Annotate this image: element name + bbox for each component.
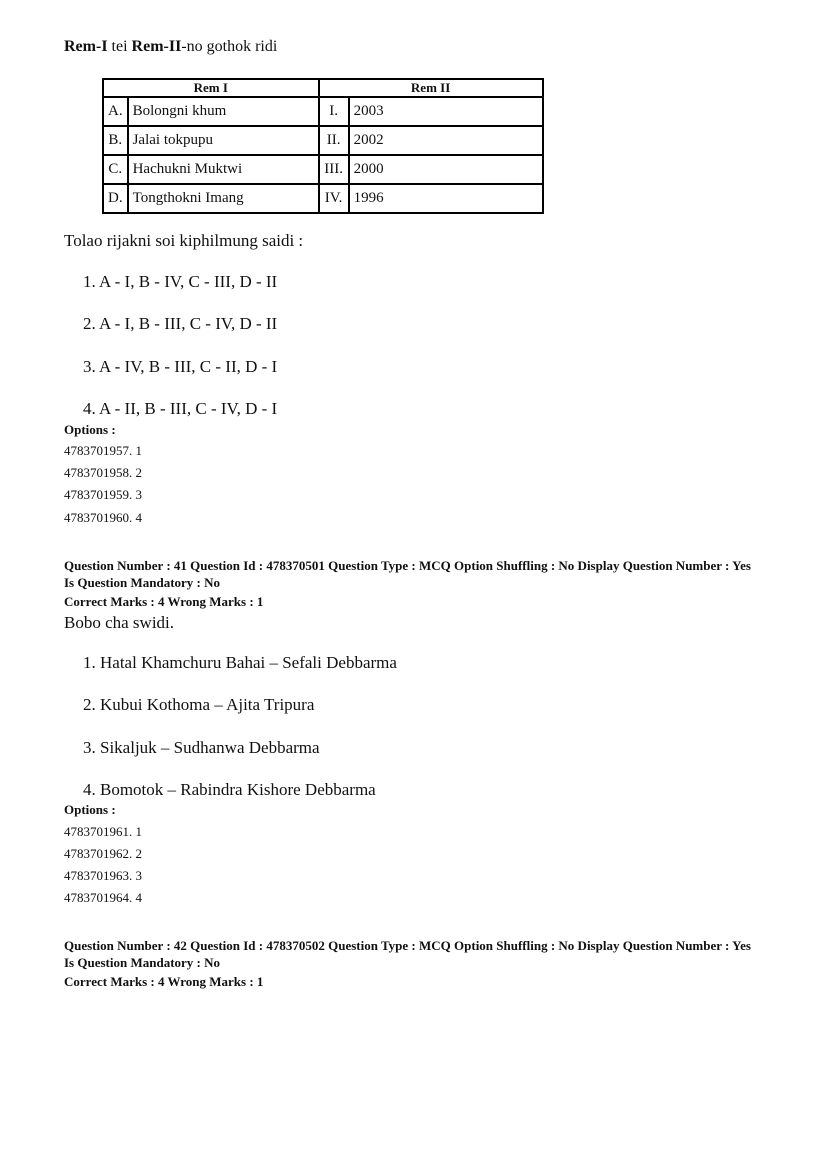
row-letter: B. <box>103 126 128 155</box>
option-id: 4783701960. 4 <box>64 510 142 525</box>
option-id: 4783701957. 1 <box>64 443 142 458</box>
row-value: 2000 <box>349 155 543 184</box>
table-row <box>103 97 543 126</box>
question-meta: Question Number : 42 Question Id : 478370502 Question Type : MCQ Option Shuffling : No Display Question Number : Yes Is Question Mandatory : No <box>64 938 751 970</box>
header-rem2: Rem II <box>319 79 543 97</box>
row-roman: II. <box>319 126 349 155</box>
choice-2: 2. Kubui Kothoma – Ajita Tripura <box>83 695 315 714</box>
table-row <box>103 184 543 213</box>
row-name: Jalai tokpupu <box>128 126 319 155</box>
question-heading <box>64 38 277 56</box>
row-letter: D. <box>103 184 128 213</box>
choice-2: 2. A - I, B - III, C - IV, D - II <box>83 314 278 333</box>
row-roman: I. <box>319 97 349 126</box>
match-table <box>102 78 544 214</box>
row-roman: IV. <box>319 184 349 213</box>
options-label: Options : <box>64 802 116 817</box>
row-name: Tongthokni Imang <box>128 184 319 213</box>
option-id: 4783701961. 1 <box>64 824 142 839</box>
heading-suffix: -no gothok ridi <box>181 38 278 55</box>
choice-1: 1. Hatal Khamchuru Bahai – Sefali Debbarma <box>83 653 397 672</box>
table-header-row <box>103 79 543 97</box>
question-text: Bobo cha swidi. <box>64 613 175 632</box>
marks-info: Correct Marks : 4 Wrong Marks : 1 <box>64 594 264 609</box>
row-letter: A. <box>103 97 128 126</box>
row-name: Bolongni khum <box>128 97 319 126</box>
option-id: 4783701962. 2 <box>64 846 142 861</box>
choice-3: 3. A - IV, B - III, C - II, D - I <box>83 357 278 376</box>
option-id: 4783701964. 4 <box>64 890 142 905</box>
table-row <box>103 155 543 184</box>
table-row <box>103 126 543 155</box>
option-id: 4783701963. 3 <box>64 868 142 883</box>
rem1-label: Rem-I <box>64 38 108 55</box>
row-letter: C. <box>103 155 128 184</box>
tei-text: tei <box>107 38 132 55</box>
row-name: Hachukni Muktwi <box>128 155 319 184</box>
options-label: Options : <box>64 422 116 437</box>
option-id: 4783701958. 2 <box>64 465 142 480</box>
option-id: 4783701959. 3 <box>64 487 142 502</box>
rem2-label: Rem-II <box>131 38 182 55</box>
row-value: 1996 <box>349 184 543 213</box>
marks-info: Correct Marks : 4 Wrong Marks : 1 <box>64 974 264 989</box>
choice-4: 4. A - II, B - III, C - IV, D - I <box>83 399 278 418</box>
choice-3: 3. Sikaljuk – Sudhanwa Debbarma <box>83 738 320 757</box>
row-roman: III. <box>319 155 349 184</box>
question-meta: Question Number : 41 Question Id : 478370501 Question Type : MCQ Option Shuffling : No Display Question Number : Yes Is Question Mandatory : No <box>64 558 751 590</box>
header-rem1: Rem I <box>103 79 319 97</box>
instruction-text: Tolao rijakni soi kiphilmung saidi : <box>64 231 304 250</box>
row-value: 2003 <box>349 97 543 126</box>
choice-1: 1. A - I, B - IV, C - III, D - II <box>83 272 278 291</box>
row-value: 2002 <box>349 126 543 155</box>
choice-4: 4. Bomotok – Rabindra Kishore Debbarma <box>83 780 376 799</box>
